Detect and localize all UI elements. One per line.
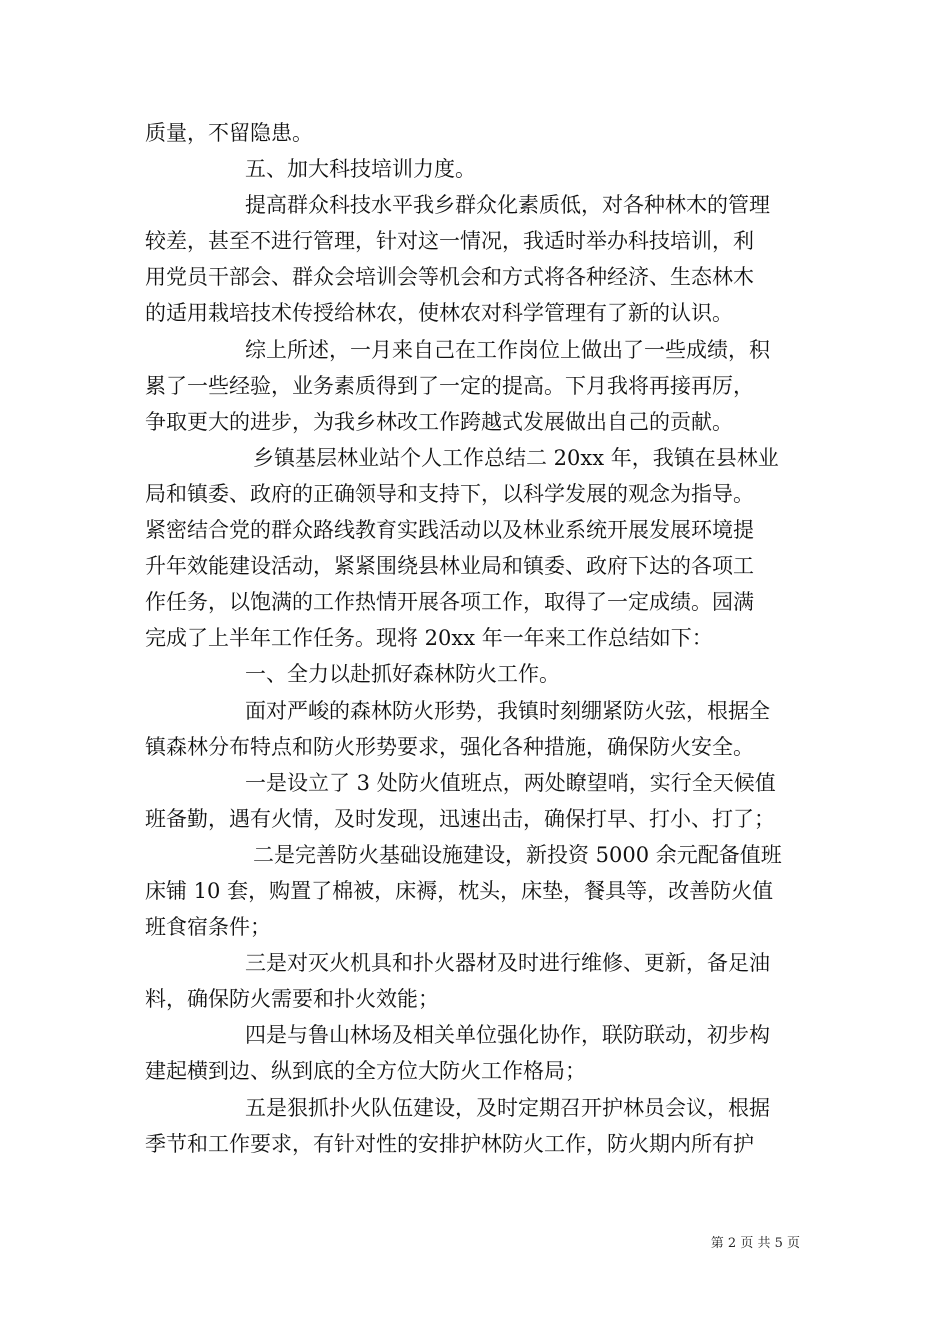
text-line: 较差，甚至不进行管理，针对这一情况，我适时举办科技培训，利 [145,229,754,254]
text-line: 紧密结合党的群众路线教育实践活动以及林业系统开展发展环境提 [145,518,754,543]
text-line: 班备勤，遇有火情，及时发现，迅速出击，确保打早、打小、打了； [145,806,775,831]
text-line: 累了一些经验，业务素质得到了一定的提高。下月我将再接再厉， [145,373,754,398]
text-line: 局和镇委、政府的正确领导和支持下，以科学发展的观念为指导。 [145,481,754,506]
page-number: 第 2 页 共 5 页 [710,1236,800,1251]
paragraph-first-line: 五是狠抓扑火队伍建设，及时定期召开护林员会议，根据 [245,1095,770,1120]
text-line: 升年效能建设活动，紧紧围绕县林业局和镇委、政府下达的各项工 [145,554,754,579]
paragraph-first-line: 四是与鲁山林场及相关单位强化协作，联防联动，初步构 [245,1023,770,1048]
paragraph-first-line: 二是完善防火基础设施建设，新投资 5000 余元配备值班 [253,842,782,867]
text-line: 镇森林分布特点和防火形势要求，强化各种措施，确保防火安全。 [145,734,754,759]
paragraph-first-line: 三是对灭火机具和扑火器材及时进行维修、更新，备足油 [245,951,770,976]
paragraph-first-line: 面对严峻的森林防火形势，我镇时刻绷紧防火弦，根据全 [245,698,770,723]
text-line: 床铺 10 套，购置了棉被，床褥，枕头，床垫，餐具等，改善防火值 [145,878,774,903]
text-line: 完成了上半年工作任务。现将 20xx 年一年来工作总结如下： [145,626,713,651]
paragraph-first-line: 综上所述，一月来自己在工作岗位上做出了一些成绩，积 [245,337,770,362]
section-heading: 一、全力以赴抓好森林防火工作。 [245,662,560,687]
text-line: 作任务，以饱满的工作热情开展各项工作，取得了一定成绩。园满 [145,590,754,615]
text-line: 用党员干部会、群众会培训会等机会和方式将各种经济、生态林木 [145,265,754,290]
paragraph-first-line: 提高群众科技水平我乡群众化素质低，对各种林木的管理 [245,193,770,218]
text-line: 争取更大的进步，为我乡林改工作跨越式发展做出自己的贡献。 [145,409,733,434]
text-line: 的适用栽培技术传授给林农，使林农对科学管理有了新的认识。 [145,301,733,326]
text-line: 建起横到边、纵到底的全方位大防火工作格局； [145,1059,586,1084]
text-line: 质量，不留隐患。 [145,121,313,145]
paragraph-first-line: 一是设立了 3 处防火值班点，两处瞭望哨，实行全天候值 [245,770,776,795]
paragraph-first-line: 乡镇基层林业站个人工作总结二 20xx 年，我镇在县林业 [253,445,779,470]
text-line: 季节和工作要求，有针对性的安排护林防火工作，防火期内所有护 [145,1131,754,1156]
text-line: 料，确保防火需要和扑火效能； [145,987,439,1012]
section-heading: 五、加大科技培训力度。 [245,157,476,182]
text-line: 班食宿条件； [145,915,271,940]
document-body [145,115,810,1162]
